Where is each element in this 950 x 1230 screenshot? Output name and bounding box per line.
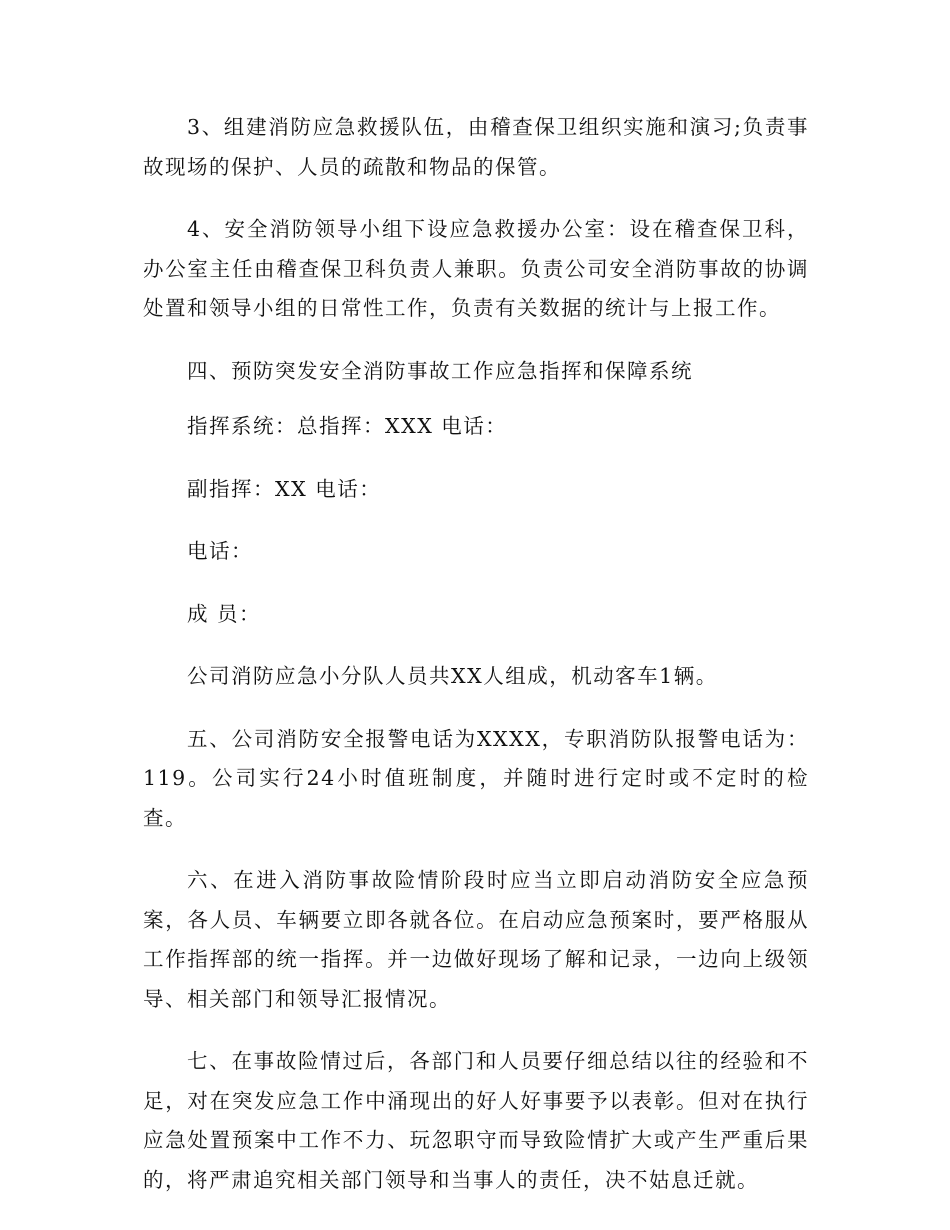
paragraph-item-4: 4、安全消防领导小组下设应急救援办公室：设在稽查保卫科，办公室主任由稽查保卫科负责人兼职。负责公司安全消防事故的协调处置和领导小组的日常性工作，负责有关数据的统计与上报工作。: [143, 217, 809, 320]
document-body: [143, 108, 809, 1200]
deputy-command-line: 副指挥：XX 电话：: [187, 476, 382, 501]
members-line: 成 员：: [187, 601, 262, 626]
section-heading-4: 四、预防突发安全消防事故工作应急指挥和保障系统: [187, 358, 693, 383]
phone-line: 电话：: [187, 539, 253, 563]
section-6-paragraph: 六、在进入消防事故险情阶段时应当立即启动消防安全应急预案，各人员、车辆要立即各就各位。在启动应急预案时，要严格服从工作指挥部的统一指挥。并一边做好现场了解和记录，一边向上级领导、相关部门和领导汇报情况。: [143, 868, 809, 1011]
section-5-paragraph: 五、公司消防安全报警电话为XXXX，专职消防队报警电话为：119。公司实行24小时值班制度，并随时进行定时或不定时的检查。: [143, 726, 809, 830]
command-system-line: 指挥系统：总指挥：XXX 电话：: [187, 414, 508, 438]
paragraph-item-3: 3、组建消防应急救援队伍，由稽查保卫组织实施和演习;负责事故现场的保护、人员的疏散和物品的保管。: [143, 115, 809, 179]
section-7-paragraph: 七、在事故险情过后，各部门和人员要仔细总结以往的经验和不足，对在突发应急工作中涌现出的好人好事要予以表彰。但对在执行应急处置预案中工作不力、玩忽职守而导致险情扩大或产生严重后果的，将严肃追究相关部门领导和当事人的责任，决不姑息迁就。: [143, 1049, 809, 1192]
team-composition-line: 公司消防应急小分队人员共XX人组成，机动客车1辆。: [187, 664, 718, 688]
